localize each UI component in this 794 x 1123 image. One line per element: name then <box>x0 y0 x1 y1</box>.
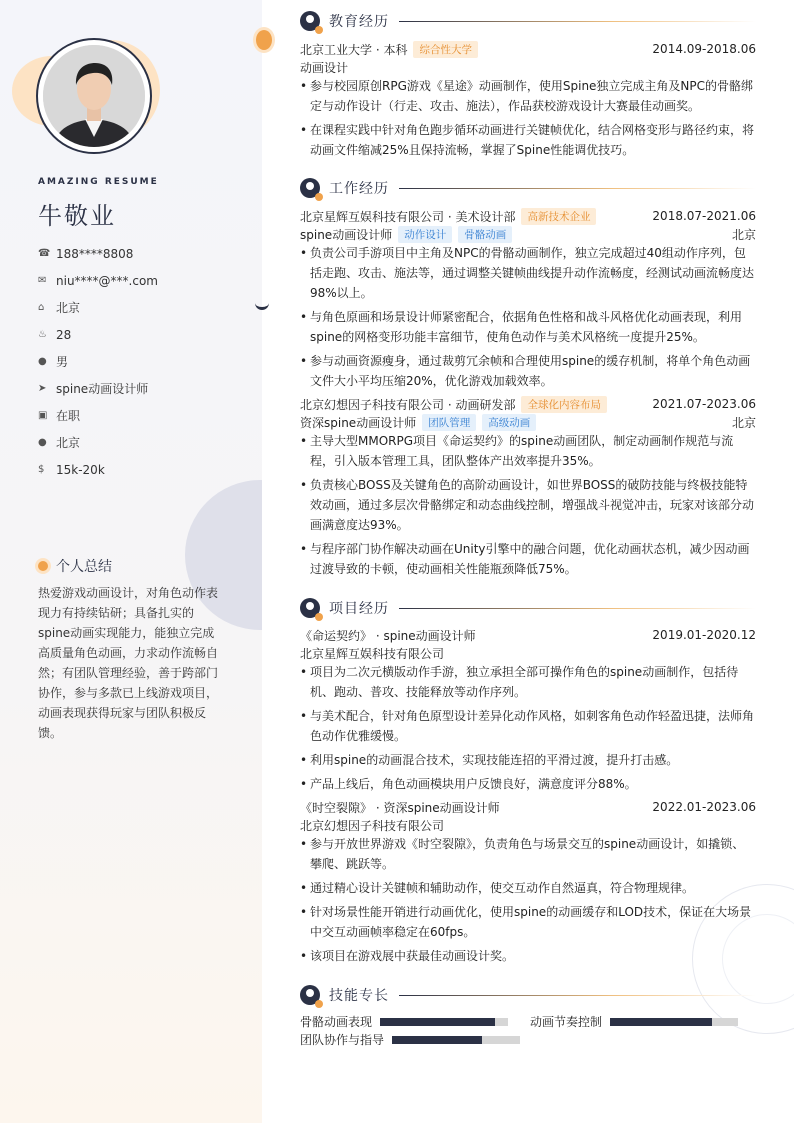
skill-bar-fill <box>392 1036 482 1044</box>
section-icon <box>300 985 320 1005</box>
skill-bar-fill <box>380 1018 495 1026</box>
list-item: • 参与动画资源瘦身，通过裁剪冗余帧和合理使用spine的缓存机制，将单个角色动画文件大小平均压缩20%，优化游戏加载效率。 <box>300 351 756 391</box>
company-tag: 全球化内容布局 <box>521 396 607 413</box>
education-period: 2014.09-2018.06 <box>652 42 756 56</box>
project-company-row <box>300 816 756 834</box>
age-value: 28 <box>56 327 72 342</box>
list-item: • 利用spine的动画混合技术，实现技能连招的平滑过渡，提升打击感。 <box>300 750 756 770</box>
section-icon <box>300 178 320 198</box>
project-company: 北京幻想因子科技有限公司 <box>300 818 445 833</box>
phone-icon: ☎ <box>38 248 51 259</box>
info-location <box>38 429 158 456</box>
summary-dot-icon <box>38 561 48 571</box>
skill-bar <box>392 1036 520 1044</box>
job-company-row <box>300 207 756 225</box>
list-item: • 与美术配合，针对角色原型设计差异化动作风格，如刺客角色动作轻盈迅捷，法师角色动作优雅缓慢。 <box>300 706 756 746</box>
job-company: 北京幻想因子科技有限公司 · 动画研发部 <box>300 397 516 412</box>
phone-value: 188****8808 <box>56 246 134 261</box>
education-bullets <box>300 76 756 164</box>
position-value: spine动画设计师 <box>56 382 149 396</box>
list-item: • 与程序部门协作解决动画在Unity引擎中的融合问题，优化动画状态机，减少因动画过渡导致的卡顿，使动画相关性能瓶颈降低75%。 <box>300 539 756 579</box>
education-heading <box>300 10 756 32</box>
info-hometown <box>38 294 158 321</box>
gender-icon: ● <box>38 356 47 367</box>
location-icon: ● <box>38 437 47 448</box>
education-major-row <box>300 58 756 76</box>
job-city: 北京 <box>731 415 756 430</box>
project-bullets <box>300 834 756 970</box>
list-item: • 与角色原画和场景设计师紧密配合，依据角色性格和战斗风格优化动画表现，利用spine的网格变形功能丰富细节，使角色动作与美术风格统一度提升25%。 <box>300 307 756 347</box>
job-company-row <box>300 395 756 413</box>
info-status <box>38 402 158 429</box>
salary-value: 15k-20k <box>56 462 105 477</box>
project-bullets <box>300 662 756 798</box>
summary-heading <box>38 556 112 576</box>
home-icon: ⌂ <box>38 302 45 313</box>
skill-item <box>530 1013 738 1030</box>
sidebar <box>0 0 262 1123</box>
skill-name: 骨骼动画表现 <box>300 1015 373 1029</box>
list-item: • 通过精心设计关键帧和辅助动作，使交互动作自然逼真，符合物理规律。 <box>300 878 756 898</box>
job-role: 资深spine动画设计师 <box>300 415 417 430</box>
education-title: 教育经历 <box>329 14 389 30</box>
section-divider <box>399 608 756 609</box>
info-phone <box>38 240 158 267</box>
decorative-dot <box>256 30 272 50</box>
job-role-row <box>300 225 756 243</box>
skill-name: 动画节奏控制 <box>530 1015 603 1029</box>
project-name: 《命运契约》 · spine动画设计师 <box>300 628 476 643</box>
job-period: 2018.07-2021.06 <box>652 209 756 223</box>
project-period: 2019.01-2020.12 <box>652 628 756 642</box>
contact-info-list <box>38 240 158 483</box>
list-item: • 参与校园原创RPG游戏《星途》动画制作，使用Spine独立完成主角及NPC的骨骼绑定与动作设计（行走、攻击、施法），作品获校游戏设计大赛最佳动画奖。 <box>300 76 756 116</box>
company-tag: 高新技术企业 <box>521 208 596 225</box>
email-value: niu****@***.com <box>56 273 158 288</box>
skill-bar <box>610 1018 738 1026</box>
resume-tagline: AMAZING RESUME <box>38 177 159 187</box>
list-item: • 主导大型MMORPG项目《命运契约》的spine动画团队，制定动画制作规范与流程，引入版本管理工具，团队整体产出效率提升35%。 <box>300 431 756 471</box>
list-item: • 在课程实践中针对角色跑步循环动画进行关键帧优化，结合网格变形与路径约束，将动画文件缩减25%且保持流畅，掌握了Spine性能调优技巧。 <box>300 120 756 160</box>
project-name: 《时空裂隙》 · 资深spine动画设计师 <box>300 800 500 815</box>
job-period: 2021.07-2023.06 <box>652 397 756 411</box>
role-tag: 团队管理 <box>422 414 476 431</box>
education-major: 动画设计 <box>300 60 349 75</box>
info-gender <box>38 348 158 375</box>
job-city: 北京 <box>731 227 756 242</box>
project-period: 2022.01-2023.06 <box>652 800 756 814</box>
project-company-row <box>300 644 756 662</box>
list-item: • 该项目在游戏展中获最佳动画设计奖。 <box>300 946 756 966</box>
list-item: • 负责核心BOSS及关键角色的高阶动画设计，如世界BOSS的破防技能与终极技能特效动画，通过多层次骨骼绑定和动态曲线控制，增强战斗视觉冲击，玩家对该部分动画满意度达93%。 <box>300 475 756 535</box>
work-title: 工作经历 <box>329 181 389 197</box>
skills-title: 技能专长 <box>329 988 389 1004</box>
project-title-row <box>300 626 756 644</box>
projects-heading <box>300 597 756 619</box>
role-tag: 高级动画 <box>482 414 536 431</box>
hometown-value: 北京 <box>56 301 81 315</box>
education-row <box>300 40 756 58</box>
gender-value: 男 <box>56 355 69 369</box>
role-tag: 骨骼动画 <box>458 226 512 243</box>
school-tag: 综合性大学 <box>413 41 478 58</box>
info-position <box>38 375 158 402</box>
status-value: 在职 <box>56 409 81 423</box>
list-item: • 针对场景性能开销进行动画优化，使用spine的动画缓存和LOD技术，保证在大场景中交互动画帧率稳定在60fps。 <box>300 902 756 942</box>
summary-title: 个人总结 <box>56 559 112 575</box>
skill-bar <box>380 1018 508 1026</box>
briefcase-icon: ▣ <box>38 410 48 421</box>
job-company: 北京星辉互娱科技有限公司 · 美术设计部 <box>300 209 516 224</box>
candidate-name: 牛敬业 <box>38 202 116 230</box>
salary-icon: $ <box>38 464 45 475</box>
section-divider <box>399 188 756 189</box>
list-item: • 项目为二次元横版动作手游，独立承担全部可操作角色的spine动画制作，包括待机、跑动、普攻、技能释放等动作序列。 <box>300 662 756 702</box>
job-bullets <box>300 431 756 583</box>
projects-title: 项目经历 <box>329 601 389 617</box>
job-bullets <box>300 243 756 395</box>
project-company: 北京星辉互娱科技有限公司 <box>300 646 445 661</box>
info-salary <box>38 456 158 483</box>
skill-item <box>300 1013 508 1030</box>
school-name: 北京工业大学 · 本科 <box>300 42 408 57</box>
list-item: • 参与开放世界游戏《时空裂隙》，负责角色与场景交互的spine动画设计，如撬锁、攀爬、跳跃等。 <box>300 834 756 874</box>
cake-icon: ♨ <box>38 329 47 340</box>
section-divider <box>399 995 756 996</box>
job-role: spine动画设计师 <box>300 227 393 242</box>
avatar <box>43 45 145 147</box>
avatar-portrait <box>43 45 145 147</box>
job-role-row <box>300 413 756 431</box>
project-title-row <box>300 798 756 816</box>
section-divider <box>399 21 756 22</box>
skills-heading <box>300 984 756 1006</box>
skill-bar-fill <box>610 1018 712 1026</box>
skill-name: 团队协作与指导 <box>300 1033 385 1047</box>
skill-item <box>300 1031 520 1048</box>
work-heading <box>300 177 756 199</box>
decorative-arc <box>255 296 269 310</box>
send-icon: ➤ <box>38 383 47 394</box>
list-item: • 产品上线后，角色动画模块用户反馈良好，满意度评分88%。 <box>300 774 756 794</box>
summary-text: 热爱游戏动画设计，对角色动作表现力有持续钻研；具备扎实的spine动画实现能力，能独立完成高质量角色动画，力求动作流畅自然；有团队管理经验，善于跨部门协作，参与多款已上线游戏项目，动画表现获得玩家与团队积极反馈。 <box>38 586 219 740</box>
info-email <box>38 267 158 294</box>
section-icon <box>300 11 320 31</box>
role-tag: 动作设计 <box>398 226 452 243</box>
location-value: 北京 <box>56 436 81 450</box>
info-age <box>38 321 158 348</box>
section-icon <box>300 598 320 618</box>
mail-icon: ✉ <box>38 275 47 286</box>
list-item: • 负责公司手游项目中主角及NPC的骨骼动画制作，独立完成超过40组动作序列，包括走跑、攻击、施法等，通过调整关键帧曲线提升动作流畅度，经测试动画流畅度达98%以上。 <box>300 243 756 303</box>
